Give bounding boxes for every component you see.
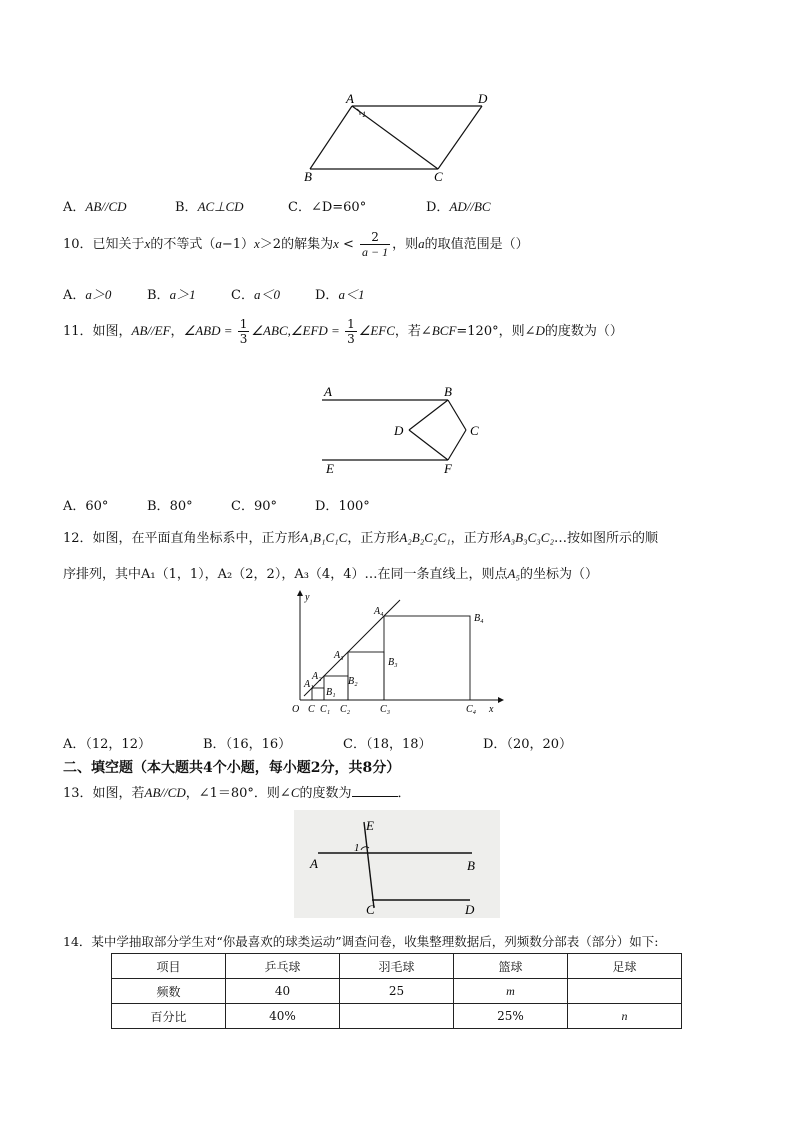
q11-label-c: C (470, 423, 479, 438)
table-cell (340, 1004, 454, 1029)
section-2-title: 二、填空题（本大题共4个小题，每小题2分，共8分） (63, 760, 401, 776)
q12-label-c2: C₂ (340, 704, 351, 715)
q13-answer-blank[interactable] (352, 784, 398, 797)
table-cell: 40% (226, 1004, 340, 1029)
q9-label-b: B (304, 169, 312, 184)
q11-label-b: B (444, 384, 452, 399)
q13-figure (294, 810, 500, 918)
q13-label-1: 1 (354, 842, 360, 854)
table-cell (568, 979, 682, 1004)
q11-option-d[interactable]: D．100° (315, 499, 370, 514)
q11-fraction-1: $\frac{1}{3}$ (239, 317, 248, 346)
q9-label-c: C (434, 169, 443, 184)
q11-label-d: D (394, 423, 404, 438)
q9-side-dc (438, 106, 482, 169)
q11-stem: 11．如图，AB//EF，∠ABD = $\frac{1}{3}$ ∠ABC,∠EFD = $\frac{1}{3}$ ∠EFC，若∠BCF=120°，则∠D的度数为（） (63, 317, 623, 346)
q12-label-b3: B₃ (388, 657, 398, 668)
q12-label-c: C (308, 704, 315, 715)
q13-stem: 13．如图，若AB//CD，∠1＝80°．则∠C的度数为 ． (63, 785, 411, 801)
q12-stem-line1: 12．如图，在平面直角坐标系中，正方形A₁B₁C₁C，正方形A₂B₂C₂C₁，正方形A₃B₃C₃C₂…按如图所示的顺 (63, 530, 659, 546)
q13-transversal (364, 822, 374, 908)
table-cell: 百分比 (112, 1004, 226, 1029)
q9-option-c[interactable]: C．∠D=60° (288, 200, 367, 215)
q10-option-b[interactable]: B．a＞1 (147, 287, 196, 303)
q12-option-b[interactable]: B．（16，16） (203, 737, 292, 752)
table-cell: 40 (226, 979, 340, 1004)
q9-parallelogram-figure (300, 92, 500, 184)
q11-label-a: A (324, 384, 332, 399)
q11-label-f: F (444, 461, 452, 476)
q12-option-a[interactable]: A．（12，12） (63, 737, 151, 752)
q12-label-y: y (305, 592, 310, 603)
q12-label-c3: C₃ (380, 704, 391, 715)
q11-figure (318, 382, 488, 476)
q13-label-b: B (467, 858, 475, 873)
q9-label-d: D (478, 92, 488, 106)
table-header-cell: 足球 (568, 954, 682, 979)
table-header-row (112, 954, 682, 979)
table-cell: 频数 (112, 979, 226, 1004)
q12-label-b4: B₄ (474, 613, 484, 624)
q13-label-a: A (310, 856, 318, 871)
q9-side-ab (310, 106, 352, 169)
q12-option-d[interactable]: D．（20，20） (483, 737, 573, 752)
q11-option-c[interactable]: C．90° (231, 499, 277, 514)
q12-option-c[interactable]: C．（18，18） (343, 737, 432, 752)
q13-label-d: D (465, 902, 475, 917)
table-cell: 25% (454, 1004, 568, 1029)
q10-stem: 10．已知关于x的不等式（a−1）x＞2的解集为x < $\frac{2}{a - 1}$ ，则a的取值范围是（） (63, 230, 529, 259)
q12-square-1 (312, 688, 324, 700)
q12-label-b1: B₁ (326, 687, 336, 698)
q14-stem: 14．某中学抽取部分学生对“你最喜欢的球类运动”调查问卷，收集整理数据后，列频数分部表（部分）如下: (63, 934, 659, 949)
q11-seg-df (409, 430, 448, 460)
q13-label-e: E (366, 818, 374, 833)
table-row (112, 1004, 682, 1029)
table-cell: 25 (340, 979, 454, 1004)
q12-x-axis-arrow (498, 697, 504, 703)
q12-y-axis-arrow (297, 590, 303, 596)
q11-label-e: E (326, 461, 334, 476)
table-cell: m (454, 979, 568, 1004)
q9-label-a: A (346, 92, 354, 106)
q11-option-b[interactable]: B．80° (147, 499, 193, 514)
q12-label-c4: C₄ (466, 704, 477, 715)
q12-label-b2: B₂ (348, 676, 358, 687)
q12-stem-line2: 序排列，其中A₁（1，1），A₂（2，2），A₃（4，4）…在同一条直线上，则点A₅的坐标为（） (63, 566, 598, 582)
table-row (112, 979, 682, 1004)
table-header-cell: 乒乓球 (226, 954, 340, 979)
q12-label-c1: C₁ (320, 704, 331, 715)
q9-option-a[interactable]: A．AB//CD (63, 199, 127, 215)
q10-option-a[interactable]: A．a＞0 (63, 287, 112, 303)
q9-label-1: 1 (362, 110, 366, 119)
q12-label-a2: A₂ (312, 671, 322, 682)
q13-label-c: C (366, 902, 375, 917)
q11-seg-bd (409, 400, 448, 430)
table-header-cell: 项目 (112, 954, 226, 979)
q12-label-a1: A₁ (304, 679, 314, 690)
q10-option-c[interactable]: C．a＜0 (231, 287, 280, 303)
q14-frequency-table (111, 953, 682, 1029)
table-cell: n (568, 1004, 682, 1029)
q12-label-o: O (292, 704, 300, 715)
q10-option-d[interactable]: D．a＜1 (315, 287, 365, 303)
q11-option-a[interactable]: A．60° (63, 499, 109, 514)
q12-label-a3: A₃ (334, 650, 344, 661)
q11-seg-cf (448, 430, 466, 460)
q12-label-a4: A₄ (374, 606, 384, 617)
q9-option-d[interactable]: D．AD//BC (426, 199, 491, 215)
q12-coordinate-figure (288, 588, 504, 718)
q10-fraction: $\frac{2}{a - 1}$ (362, 230, 389, 259)
q9-option-b[interactable]: B．AC⊥CD (175, 199, 244, 215)
table-header-cell: 羽毛球 (340, 954, 454, 979)
table-header-cell: 篮球 (454, 954, 568, 979)
q11-seg-bc (448, 400, 466, 430)
q12-label-x: x (489, 704, 494, 715)
q11-fraction-2: $\frac{1}{3}$ (347, 317, 355, 346)
